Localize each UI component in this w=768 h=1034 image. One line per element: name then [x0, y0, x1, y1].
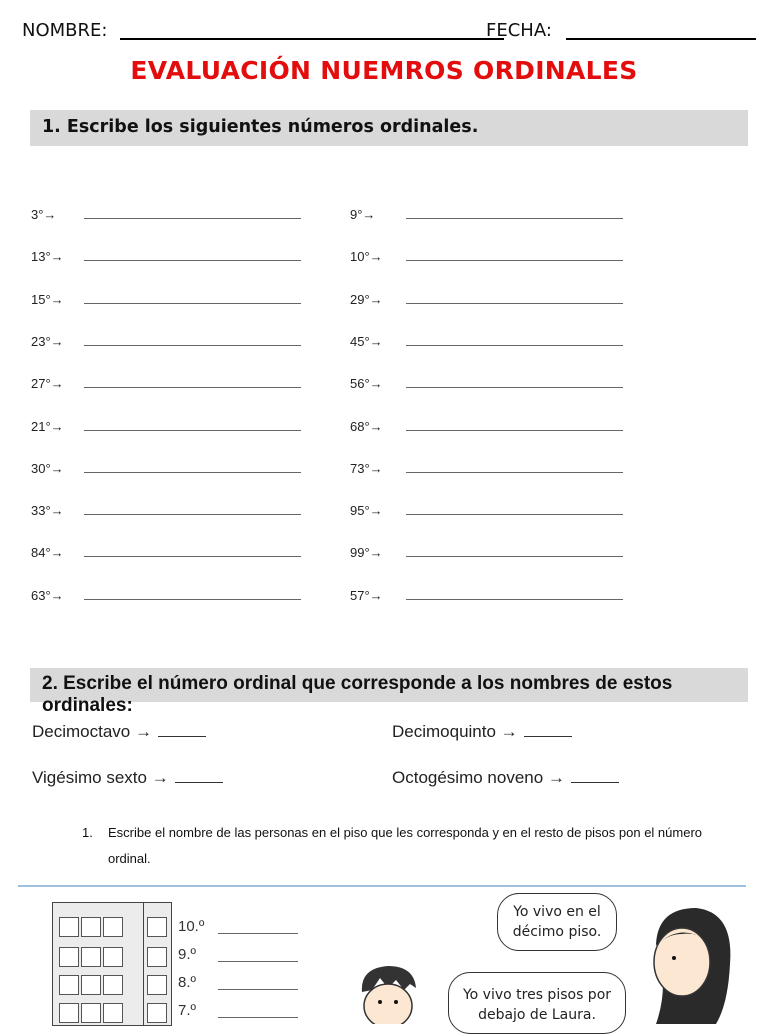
speech-bubble-2: Yo vivo tres pisos por debajo de Laura.: [448, 972, 626, 1034]
ordinal-answer-line[interactable]: [406, 599, 623, 600]
ordinal-answer-line[interactable]: [84, 514, 301, 515]
s2-item-1: [32, 722, 206, 742]
floor-answer-line[interactable]: [218, 989, 298, 990]
instruction-number: 1.: [82, 825, 93, 840]
ordinal-number: 73°→: [350, 461, 383, 476]
ordinal-answer-line[interactable]: [406, 472, 623, 473]
date-field[interactable]: [566, 18, 756, 40]
instruction-text: Escribe el nombre de las personas en el piso que les corresponda y en el resto de pisos pon el número ordinal.: [108, 825, 703, 866]
section2-heading: 2. Escribe el número ordinal que corresponde a los nombres de estos ordinales:: [42, 673, 673, 716]
ordinal-answer-line[interactable]: [406, 345, 623, 346]
s2-item-label: Decimoctavo →: [32, 722, 152, 741]
ordinal-number: 3°→: [31, 207, 57, 222]
floor-label: 10.º: [178, 918, 205, 935]
ordinal-number: 15°→: [31, 292, 64, 307]
answer-blank[interactable]: [571, 768, 619, 783]
floor-label: 8.º: [178, 974, 196, 991]
s2-item-4: [392, 768, 619, 788]
answer-blank[interactable]: [524, 722, 572, 737]
name-label: NOMBRE:: [22, 20, 108, 41]
ordinal-answer-line[interactable]: [406, 514, 623, 515]
ordinal-number: 21°→: [31, 419, 64, 434]
ordinal-number: 95°→: [350, 503, 383, 518]
ordinal-number: 45°→: [350, 334, 383, 349]
page-title: EVALUACIÓN NUEMROS ORDINALES: [130, 56, 638, 85]
section-divider: [18, 885, 746, 887]
ordinal-answer-line[interactable]: [406, 260, 623, 261]
ordinal-number: 33°→: [31, 503, 64, 518]
floor-answer-line[interactable]: [218, 933, 298, 934]
ordinal-answer-line[interactable]: [84, 556, 301, 557]
ordinal-number: 63°→: [31, 588, 64, 603]
section1-heading: 1. Escribe los siguientes números ordinales.: [42, 117, 479, 137]
date-label: FECHA:: [486, 20, 552, 41]
ordinal-number: 10°→: [350, 249, 383, 264]
ordinal-number: 56°→: [350, 376, 383, 391]
ordinal-answer-line[interactable]: [84, 260, 301, 261]
ordinal-number: 13°→: [31, 249, 64, 264]
s2-item-label: Vigésimo sexto →: [32, 768, 169, 787]
ordinal-answer-line[interactable]: [84, 430, 301, 431]
floor-answer-line[interactable]: [218, 961, 298, 962]
ordinal-number: 57°→: [350, 588, 383, 603]
header-row: [22, 18, 762, 46]
ordinal-number: 99°→: [350, 545, 383, 560]
girl-character-illustration: [636, 904, 740, 1024]
section1-banner: [30, 110, 748, 146]
ordinal-number: 84°→: [31, 545, 64, 560]
ordinal-answer-line[interactable]: [84, 345, 301, 346]
floor-label: 9.º: [178, 946, 196, 963]
name-field[interactable]: [120, 18, 504, 40]
ordinal-answer-line[interactable]: [406, 303, 623, 304]
ordinal-answer-line[interactable]: [84, 599, 301, 600]
ordinal-number: 68°→: [350, 419, 383, 434]
answer-blank[interactable]: [175, 768, 223, 783]
building-illustration: [52, 902, 172, 1026]
boy-character-illustration: [350, 962, 430, 1024]
ordinal-answer-line[interactable]: [406, 387, 623, 388]
ordinal-answer-line[interactable]: [84, 218, 301, 219]
ordinal-number: 9°→: [350, 207, 376, 222]
s2-item-label: Decimoquinto →: [392, 722, 518, 741]
s2-item-label: Octogésimo noveno →: [392, 768, 565, 787]
ordinal-number: 30°→: [31, 461, 64, 476]
ordinal-answer-line[interactable]: [406, 218, 623, 219]
section2-banner: [30, 668, 748, 716]
ordinal-answer-line[interactable]: [406, 430, 623, 431]
ordinal-answer-line[interactable]: [84, 387, 301, 388]
ordinal-number: 27°→: [31, 376, 64, 391]
floor-answer-line[interactable]: [218, 1017, 298, 1018]
ordinal-answer-line[interactable]: [84, 303, 301, 304]
speech-bubble-1: Yo vivo en el décimo piso.: [497, 893, 617, 951]
ordinal-number: 29°→: [350, 292, 383, 307]
ordinal-answer-line[interactable]: [84, 472, 301, 473]
s2-item-2: [392, 722, 572, 742]
answer-blank[interactable]: [158, 722, 206, 737]
floor-label: 7.º: [178, 1002, 196, 1019]
ordinal-number: 23°→: [31, 334, 64, 349]
ordinal-answer-line[interactable]: [406, 556, 623, 557]
s2-item-3: [32, 768, 223, 788]
